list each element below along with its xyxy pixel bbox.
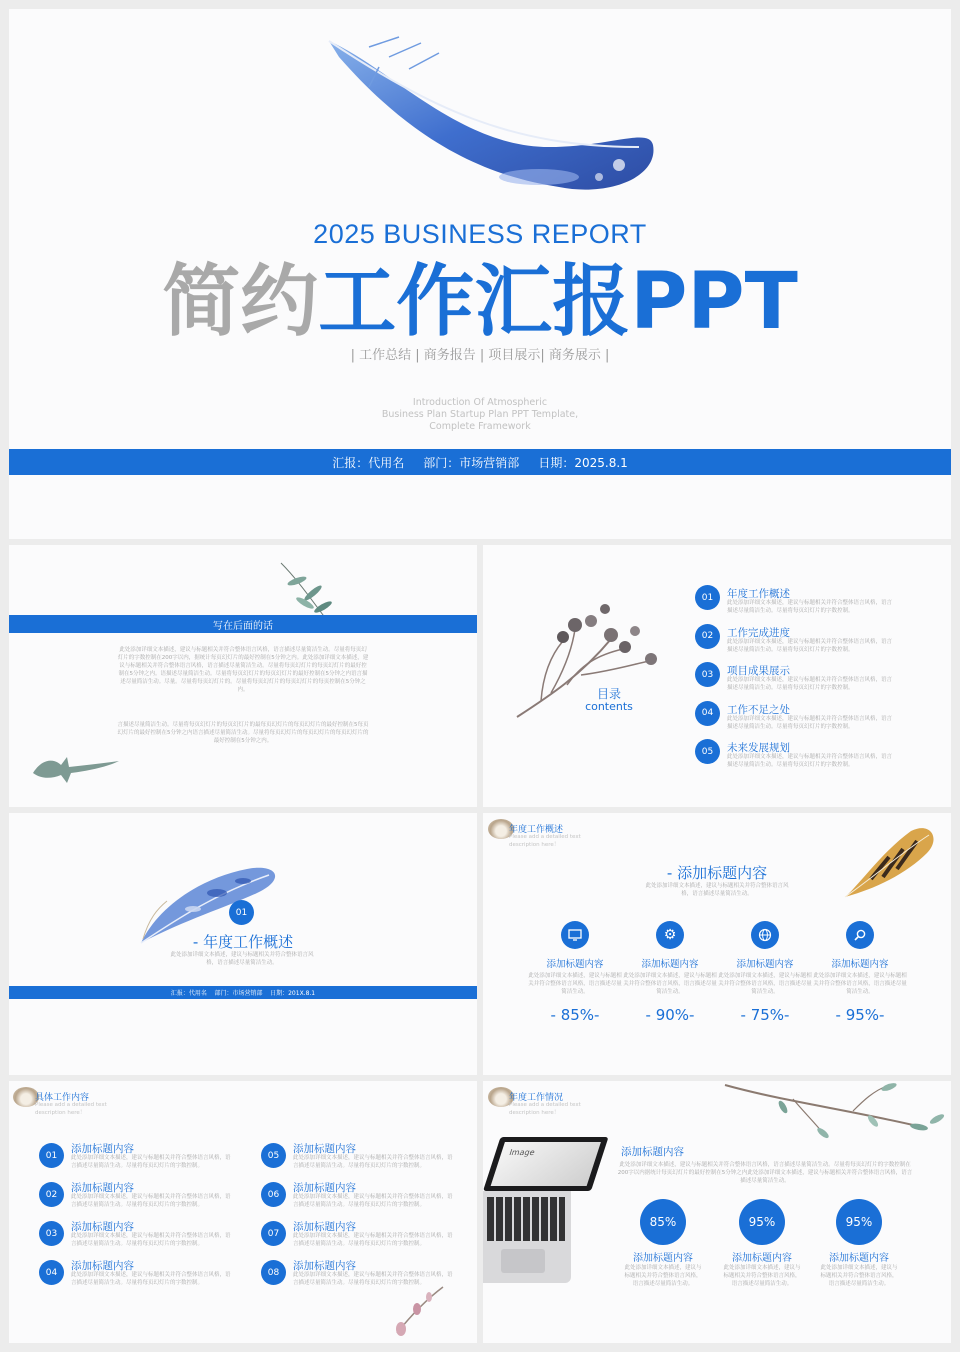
section-info-text: 汇报：代用名 部门：市场营销部 日期：201X.8.1 xyxy=(170,990,316,997)
overview-heading-desc: 此处添加详细文本描述，建议与标题相关并符合整体语言风格，语言描述尽量简洁生动。 xyxy=(645,883,789,897)
preface-slide xyxy=(9,545,477,807)
toc-item[interactable] xyxy=(695,701,945,740)
cover-info-bar xyxy=(9,449,951,475)
detail-item[interactable] xyxy=(39,1219,239,1258)
detail-item-title: 添加标题内容 xyxy=(293,1260,356,1272)
overview-slide xyxy=(483,813,951,1075)
toc-item-number: 02 xyxy=(695,624,720,649)
cover-intro-line-2: Business Plan Startup Plan PPT Template, xyxy=(381,409,579,420)
blue-feather-illustration xyxy=(309,27,669,207)
overview-card-title: 添加标题内容 xyxy=(736,959,794,970)
overview-card-desc: 此处添加详细文本描述，建议与标题相关并符合整体语言风格，语言描述尽量简洁生动。 xyxy=(718,973,812,995)
situation-body: 此处添加详细文本描述，建议与标题相关并符合整体语言风格，语言描述尽量简洁生动。尽量将每页幻灯片的字数控制在200字以内据统计每页幻灯片的最好控制在5分钟之内此处添加详细文本描述，建议与标题相关并符合整体语言风格，语言描述尽量简洁生动。 xyxy=(617,1162,913,1184)
overview-card-title: 添加标题内容 xyxy=(831,959,889,970)
section-number: 01 xyxy=(229,900,254,925)
toc-item-desc: 此处添加详细文本描述，建议与标题相关并符合整体语言风格，语言描述尽量简洁生动。尽量将每页幻灯片的字数控制。 xyxy=(727,754,893,768)
situation-heading: 添加标题内容 xyxy=(621,1146,684,1158)
cover-intro-line-1: Introduction Of Atmospheric xyxy=(412,397,548,408)
detail-item[interactable] xyxy=(261,1180,461,1219)
overview-card-desc: 此处添加详细文本描述，建议与标题相关并符合整体语言风格，语言描述尽量简洁生动。 xyxy=(528,973,622,995)
detail-item-desc: 此处添加详细文本描述，建议与标题相关并符合整体语言风格，语言描述尽量简洁生动。尽量将每页幻灯片的字数控制。 xyxy=(293,1155,453,1169)
toc-item-desc: 此处添加详细文本描述，建议与标题相关并符合整体语言风格，语言描述尽量简洁生动。尽量将每页幻灯片的字数控制。 xyxy=(727,715,893,730)
detail-item-desc: 此处添加详细文本描述，建议与标题相关并符合整体语言风格，语言描述尽量简洁生动。尽量将每页幻灯片的字数控制。 xyxy=(71,1155,231,1169)
preface-title-bar xyxy=(9,615,477,633)
detail-item-title: 添加标题内容 xyxy=(71,1182,134,1194)
toc-label-cn: 目录 xyxy=(596,687,621,701)
toc-item[interactable] xyxy=(695,739,945,778)
detail-item[interactable] xyxy=(39,1258,239,1297)
detail-item[interactable] xyxy=(261,1141,461,1180)
toc-item-title: 项目成果展示 xyxy=(727,665,790,677)
stat-desc: 此处添加详细文本描述，建议与标题相关并符合整体语言风格，语言描述尽量简洁生动。 xyxy=(820,1265,898,1287)
laptop-screen-display xyxy=(491,1142,601,1186)
detail-item-desc: 此处添加详细文本描述，建议与标题相关并符合整体语言风格，语言描述尽量简洁生动。尽量将每页幻灯片的字数控制。 xyxy=(293,1233,453,1247)
preface-paragraph-2: 言描述尽量简洁生动。尽量将每页幻灯片的每页幻灯片的最每页幻灯片的每页幻灯片的最好控制在5每页幻灯片的最好控制在5分钟之内语言描述尽量简洁生动。尽量将每页幻灯片的每页幻灯片的每页幻灯片的最好控制在5分钟之内。 xyxy=(117,722,369,744)
toc-item-title: 未来发展规划 xyxy=(727,742,790,754)
details-corner-title: 具体工作内容 xyxy=(35,1093,90,1103)
toc-item-title: 工作不足之处 xyxy=(727,703,790,716)
detail-item[interactable] xyxy=(39,1180,239,1219)
overview-card-desc: 此处添加详细文本描述，建议与标题相关并符合整体语言风格，语言描述尽量简洁生动。 xyxy=(623,973,717,995)
detail-item[interactable] xyxy=(261,1219,461,1258)
detail-item-desc: 此处添加详细文本描述，建议与标题相关并符合整体语言风格，语言描述尽量简洁生动。尽量将每页幻灯片的字数控制。 xyxy=(71,1272,231,1286)
stat-item xyxy=(819,1199,899,1288)
stat-item xyxy=(722,1199,802,1288)
laptop-screen-text: Image xyxy=(508,1148,537,1157)
detail-item-title: 添加标题内容 xyxy=(71,1221,134,1233)
stat-desc: 此处添加详细文本描述，建议与标题相关并符合整体语言风格，语言描述尽量简洁生动。 xyxy=(624,1265,702,1287)
detail-item-number: 02 xyxy=(39,1182,64,1207)
detail-item-desc: 此处添加详细文本描述，建议与标题相关并符合整体语言风格，语言描述尽量简洁生动。尽量将每页幻灯片的字数控制。 xyxy=(293,1194,453,1208)
laptop-screen xyxy=(483,1137,609,1191)
toc-item-title: 年度工作概述 xyxy=(727,588,790,600)
cover-intro-line-3: Complete Framework xyxy=(429,421,531,432)
cover-title xyxy=(9,257,951,347)
toc-item-number: 04 xyxy=(695,701,720,726)
bird-illustration xyxy=(27,743,123,787)
section-title: - 年度工作概述 xyxy=(192,933,294,951)
toc-item-desc: 此处添加详细文本描述，建议与标题相关并符合整体语言风格，语言描述尽量简洁生动。尽量将每页幻灯片的字数控制。 xyxy=(727,638,893,653)
toc-item-desc: 此处添加详细文本描述，建议与标题相关并符合整体语言风格，语言描述尽量简洁生动。尽量将每页幻灯片的字数控制。 xyxy=(727,677,893,691)
stat-title: 添加标题内容 xyxy=(732,1253,792,1264)
stat-desc: 此处添加详细文本描述，建议与标题相关并符合整体语言风格，语言描述尽量简洁生动。 xyxy=(723,1265,801,1287)
detail-item-number: 05 xyxy=(261,1143,286,1168)
overview-card xyxy=(622,921,718,1024)
overview-card-value: - 90%- xyxy=(645,1006,695,1024)
search-icon xyxy=(846,921,874,949)
monitor-icon xyxy=(561,921,589,949)
detail-item-title: 添加标题内容 xyxy=(293,1182,356,1194)
overview-corner-title: 年度工作概述 xyxy=(509,825,564,835)
globe-icon xyxy=(751,921,779,949)
toc-label-en: contents xyxy=(585,700,633,713)
overview-card-value: - 85%- xyxy=(550,1006,600,1024)
section-desc: 此处添加详细文本描述，建议与标题相关并符合整体语言风格，语言描述尽量简洁生动。 xyxy=(170,952,314,966)
detail-item-number: 07 xyxy=(261,1221,286,1246)
toc-slide xyxy=(483,545,951,807)
cover-tags: | 工作总结 | 商务报告 | 项目展示| 商务展示 | xyxy=(350,348,610,363)
toc-item-title: 工作完成进度 xyxy=(727,626,790,639)
details-column-right xyxy=(261,1141,461,1297)
overview-card-title: 添加标题内容 xyxy=(546,959,604,970)
details-corner-sub: Please add a detailed text description here！ xyxy=(35,1102,107,1116)
overview-card-value: - 95%- xyxy=(835,1006,885,1024)
overview-card-title: 添加标题内容 xyxy=(641,959,699,970)
gear-icon: ⚙ xyxy=(656,921,684,949)
details-slide xyxy=(9,1081,477,1343)
stat-value: 95% xyxy=(836,1199,882,1245)
toc-item[interactable] xyxy=(695,662,945,701)
detail-item-title: 添加标题内容 xyxy=(293,1221,356,1233)
detail-item-number: 04 xyxy=(39,1260,64,1285)
stat-value: 95% xyxy=(739,1199,785,1245)
detail-item-desc: 此处添加详细文本描述，建议与标题相关并符合整体语言风格，语言描述尽量简洁生动。尽量将每页幻灯片的字数控制。 xyxy=(293,1272,453,1286)
detail-item-number: 01 xyxy=(39,1143,64,1168)
overview-card xyxy=(717,921,813,1024)
section-slide xyxy=(9,813,477,1075)
toc-item[interactable] xyxy=(695,585,945,624)
tree-branch-illustration xyxy=(723,1081,951,1145)
cover-slide xyxy=(9,9,951,539)
section-info-bar xyxy=(9,986,477,999)
toc-item[interactable] xyxy=(695,624,945,663)
overview-card xyxy=(812,921,908,1024)
cover-title-grey: 简约 xyxy=(162,257,319,347)
laptop-image xyxy=(483,1137,593,1285)
cover-info-text: 汇报：代用名 部门：市场营销部 日期：2025.8.1 xyxy=(332,455,628,470)
cover-title-blue: 工作汇报PPT xyxy=(318,257,798,347)
detail-item-title: 添加标题内容 xyxy=(293,1143,356,1155)
detail-item-desc: 此处添加详细文本描述，建议与标题相关并符合整体语言风格，语言描述尽量简洁生动。尽量将每页幻灯片的字数控制。 xyxy=(71,1194,231,1208)
detail-item-desc: 此处添加详细文本描述，建议与标题相关并符合整体语言风格，语言描述尽量简洁生动。尽量将每页幻灯片的字数控制。 xyxy=(71,1233,231,1247)
overview-card-desc: 此处添加详细文本描述，建议与标题相关并符合整体语言风格，语言描述尽量简洁生动。 xyxy=(813,973,907,995)
stat-title: 添加标题内容 xyxy=(829,1253,889,1264)
detail-item-title: 添加标题内容 xyxy=(71,1260,134,1272)
cover-intro xyxy=(9,397,951,433)
toc-item-desc: 此处添加详细文本描述，建议与标题相关并符合整体语言风格，语言描述尽量简洁生动。尽量将每页幻灯片的字数控制。 xyxy=(727,600,893,614)
situation-slide xyxy=(483,1081,951,1343)
cover-subtitle: 2025 BUSINESS REPORT xyxy=(313,219,647,249)
overview-card-value: - 75%- xyxy=(740,1006,790,1024)
detail-item-number: 08 xyxy=(261,1260,286,1285)
overview-corner-sub: Please add a detailed text description here！ xyxy=(509,834,581,848)
details-column-left xyxy=(39,1141,239,1297)
toc-list xyxy=(695,585,945,778)
stat-value: 85% xyxy=(640,1199,686,1245)
stat-title: 添加标题内容 xyxy=(633,1253,693,1264)
preface-paragraph-1: 此处添加详细文本描述，建议与标题相关并符合整体语言风格，语言描述尽量简洁生动。尽量将每页幻灯片的字数控制在200字以内，据统计每页幻灯片的最好控制在5分钟之内。此处添加详细文本描述，建议与标题相关并符合整体语言风格，语言描述尽量简洁生动。尽量将每页幻灯片的每页幻灯片的最好控制在5分钟之内。语描述尽量简洁生动。尽量将每页幻灯片的每页幻灯片的最好控制在5分钟之内语言描述尽量简洁生动。尽量。尽量将每页幻灯片的。尽量将每页幻灯片的每页幻灯片的每页控制在5分钟之内。 xyxy=(117,647,369,693)
detail-item-title: 添加标题内容 xyxy=(71,1143,134,1155)
overview-heading: - 添加标题内容 xyxy=(666,864,768,882)
bud-branch-illustration xyxy=(377,1283,447,1339)
situation-corner-sub: Please add a detailed text description here！ xyxy=(509,1102,581,1116)
detail-item[interactable] xyxy=(39,1141,239,1180)
preface-title: 写在后面的话 xyxy=(213,620,273,632)
situation-corner-title: 年度工作情况 xyxy=(509,1093,564,1103)
toc-item-number: 03 xyxy=(695,662,720,687)
toc-item-number: 01 xyxy=(695,585,720,610)
laptop-keyboard xyxy=(483,1191,571,1283)
detail-item-number: 03 xyxy=(39,1221,64,1246)
overview-card xyxy=(527,921,623,1024)
toc-item-number: 05 xyxy=(695,739,720,764)
stat-item xyxy=(623,1199,703,1288)
detail-item-number: 06 xyxy=(261,1182,286,1207)
